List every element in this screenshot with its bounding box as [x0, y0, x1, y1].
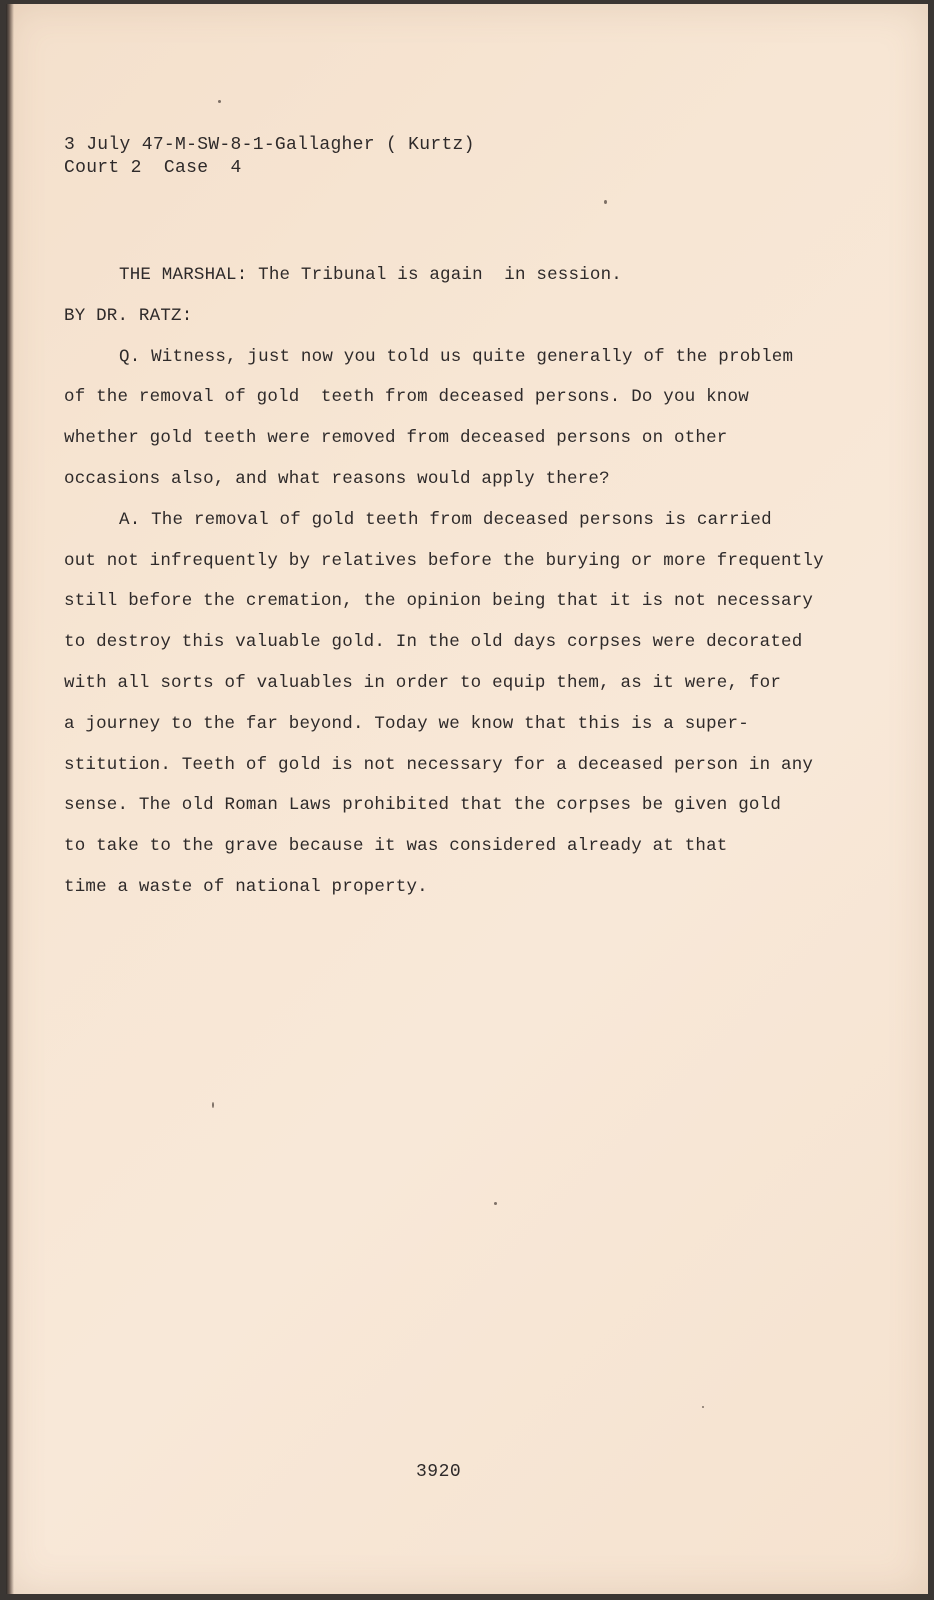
paper-speck [494, 1202, 497, 1205]
answer-line: with all sorts of valuables in order to equip them, as it were, for [64, 672, 782, 693]
examiner-heading: BY DR. RATZ: [64, 305, 193, 326]
page-binding-edge [6, 4, 14, 1594]
answer-line: still before the cremation, the opinion being that it is not necessary [64, 591, 814, 612]
answer-line: stitution. Teeth of gold is not necessary for a deceased person in any [64, 754, 814, 775]
question-line: of the removal of gold teeth from deceased persons. Do you know [64, 387, 749, 408]
answer-line: sense. The old Roman Laws prohibited that the corpses be given gold [64, 795, 782, 816]
answer-line: a journey to the far beyond. Today we know that this is a super- [64, 713, 749, 734]
answer-line: out not infrequently by relatives before the burying or more frequently [64, 550, 824, 571]
document-page [6, 4, 928, 1594]
question-line: Q. Witness, just now you told us quite generally of the problem [119, 346, 794, 367]
transcript-body [64, 261, 844, 914]
question-line: whether gold teeth were removed from deceased persons on other [64, 428, 728, 449]
marshal-statement: THE MARSHAL: The Tribunal is again in session. [119, 265, 622, 285]
answer-line: to take to the grave because it was considered already at that [64, 836, 728, 857]
answer-line: to destroy this valuable gold. In the old days corpses were decorated [64, 632, 803, 653]
paper-speck [218, 100, 221, 103]
document-header [64, 134, 475, 180]
question-line: occasions also, and what reasons would apply there? [64, 468, 610, 489]
header-line-court-case: Court 2 Case 4 [64, 158, 242, 178]
paper-speck [604, 200, 607, 204]
answer-line: time a waste of national property. [64, 876, 428, 897]
page-number: 3920 [416, 1462, 462, 1482]
answer-line: A. The removal of gold teeth from deceased persons is carried [119, 509, 772, 530]
header-line-date-reference: 3 July 47-M-SW-8-1-Gallagher ( Kurtz) [64, 135, 475, 155]
paper-speck [702, 1406, 704, 1408]
paper-speck [212, 1102, 214, 1108]
